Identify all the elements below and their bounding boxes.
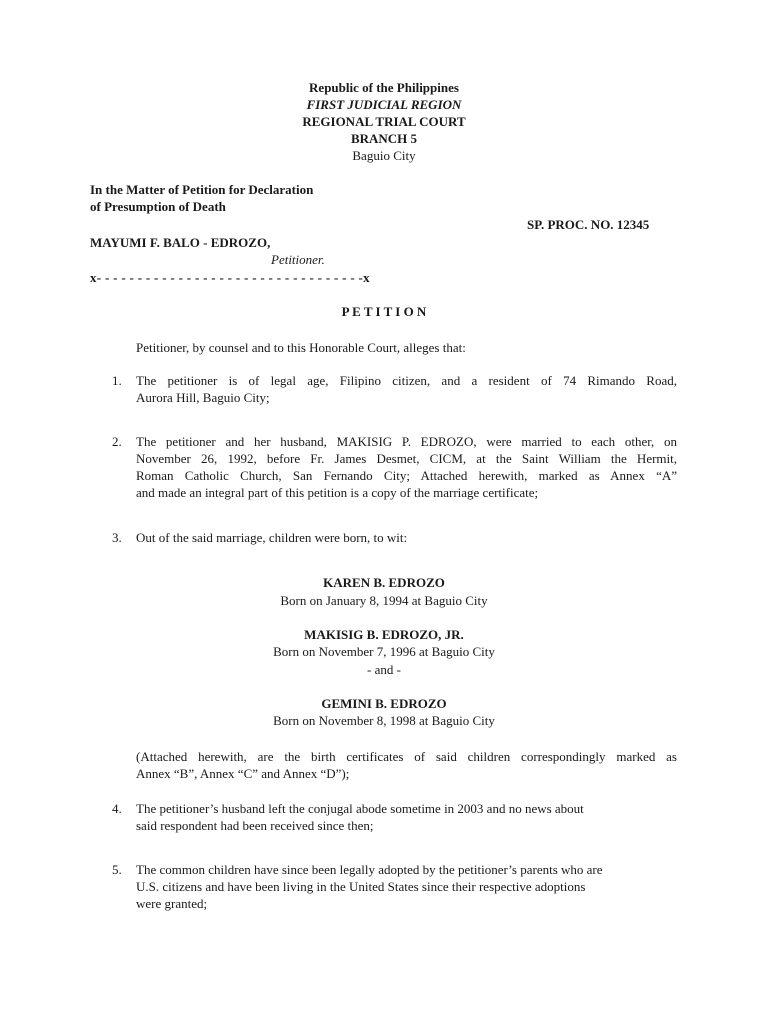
item-number-2: 2. bbox=[112, 434, 122, 449]
header-branch: BRANCH 5 bbox=[350, 131, 418, 146]
child-2-born: Born on November 7, 1996 at Baguio City bbox=[273, 644, 495, 659]
item-2-line-2: November 26, 1992, before Fr. James Desmet, CICM, at the Saint William the Hermit, bbox=[136, 451, 677, 466]
petitioner-label: Petitioner. bbox=[271, 252, 325, 267]
item-number-5: 5. bbox=[112, 862, 122, 877]
intro-paragraph: Petitioner, by counsel and to this Honorable Court, alleges that: bbox=[136, 340, 466, 355]
matter-line-2: of Presumption of Death bbox=[90, 199, 226, 214]
child-1-born: Born on January 8, 1994 at Baguio City bbox=[280, 593, 488, 608]
child-2-name: MAKISIG B. EDROZO, JR. bbox=[304, 627, 464, 642]
header-region: FIRST JUDICIAL REGION bbox=[306, 97, 462, 112]
item-number-1: 1. bbox=[112, 373, 122, 388]
child-3-name: GEMINI B. EDROZO bbox=[321, 696, 447, 711]
annex-note-line-1: (Attached herewith, are the birth certificates of said children correspondingly marked as bbox=[136, 749, 677, 764]
child-3-born: Born on November 8, 1998 at Baguio City bbox=[273, 713, 495, 728]
caption-separator: x- - - - - - - - - - - - - - - - - - - - - - - - - - - - - - - - -x bbox=[90, 270, 370, 285]
item-1-line-2: Aurora Hill, Baguio City; bbox=[136, 390, 270, 405]
case-number: SP. PROC. NO. 12345 bbox=[527, 217, 650, 232]
item-2-line-1: The petitioner and her husband, MAKISIG P. EDROZO, were married to each other, on bbox=[136, 434, 677, 449]
item-4-line-2: said respondent had been received since then; bbox=[136, 818, 374, 833]
header-court: REGIONAL TRIAL COURT bbox=[302, 114, 466, 129]
item-4-line-1: The petitioner’s husband left the conjugal abode sometime in 2003 and no news about bbox=[136, 801, 584, 816]
and-separator: - and - bbox=[367, 662, 401, 677]
item-2-line-4: and made an integral part of this petition is a copy of the marriage certificate; bbox=[136, 485, 539, 500]
header-city: Baguio City bbox=[352, 148, 416, 163]
item-5-line-1: The common children have since been legally adopted by the petitioner’s parents who are bbox=[136, 862, 603, 877]
child-1-name: KAREN B. EDROZO bbox=[323, 575, 445, 590]
item-number-3: 3. bbox=[112, 530, 122, 545]
item-3-line-1: Out of the said marriage, children were born, to wit: bbox=[136, 530, 408, 545]
item-5-line-2: U.S. citizens and have been living in the United States since their respective adoptions bbox=[136, 879, 586, 894]
item-5-line-3: were granted; bbox=[136, 896, 208, 911]
header-republic: Republic of the Philippines bbox=[309, 80, 459, 95]
document-title: P E T I T I O N bbox=[341, 304, 427, 319]
item-number-4: 4. bbox=[112, 801, 122, 816]
petitioner-name: MAYUMI F. BALO - EDROZO, bbox=[90, 235, 271, 250]
annex-note-line-2: Annex “B”, Annex “C” and Annex “D”); bbox=[136, 766, 350, 781]
item-1-line-1: The petitioner is of legal age, Filipino citizen, and a resident of 74 Rimando Road, bbox=[136, 373, 677, 388]
item-2-line-3: Roman Catholic Church, San Fernando City; Attached herewith, marked as Annex “A” bbox=[136, 468, 677, 483]
matter-line-1: In the Matter of Petition for Declaration bbox=[90, 182, 314, 197]
